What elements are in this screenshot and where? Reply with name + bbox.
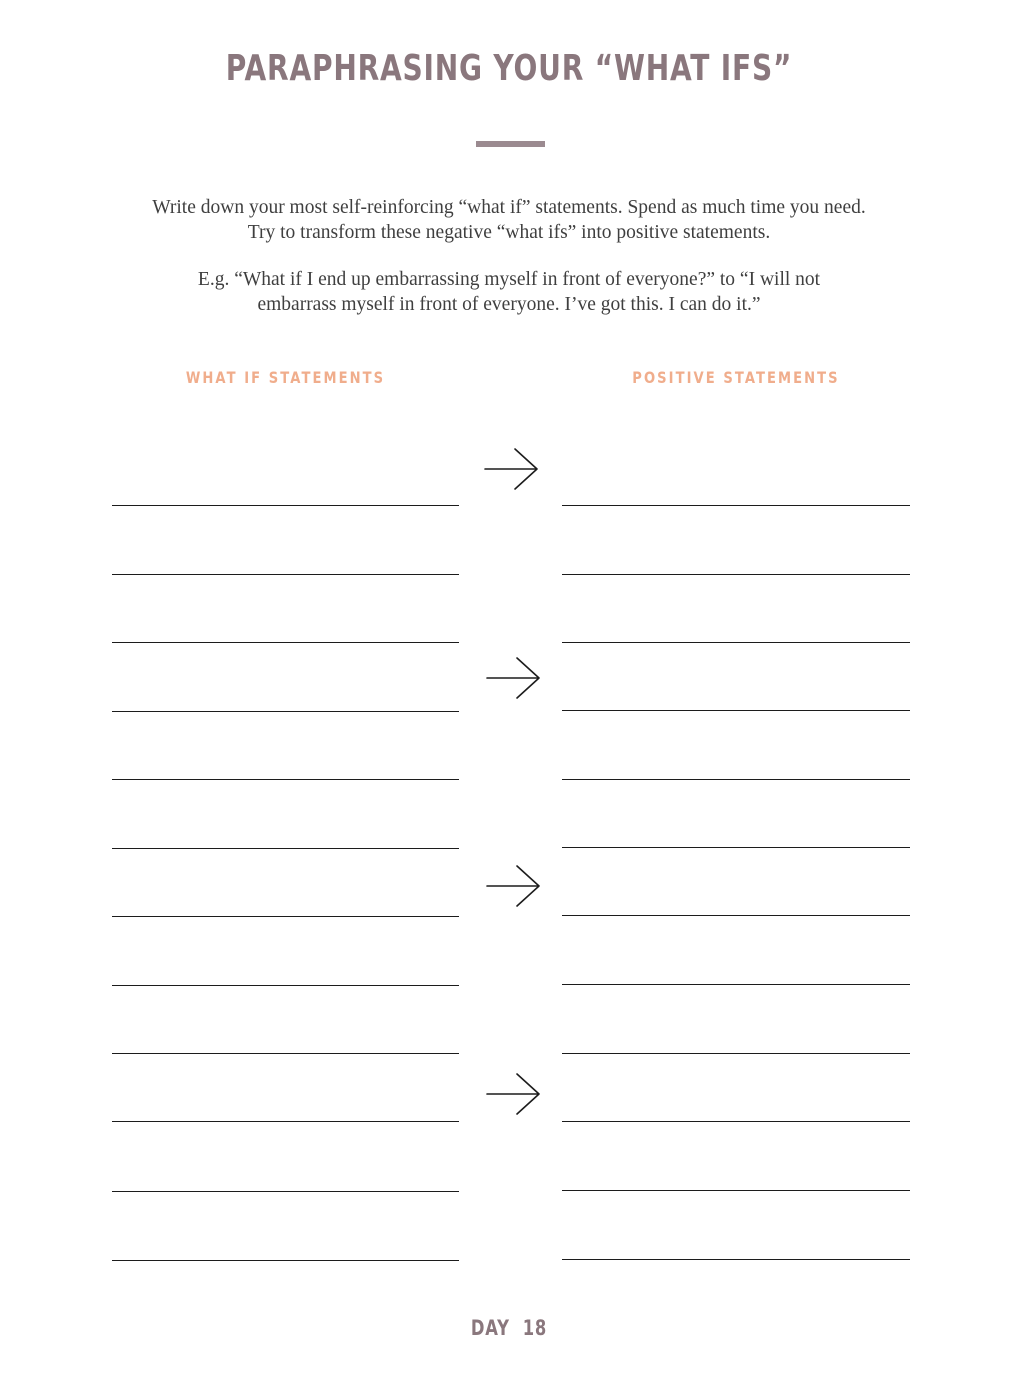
positive-column-heading: POSITIVE STATEMENTS [632,368,840,387]
what-if-column-heading: WHAT IF STATEMENTS [185,368,386,387]
what-if-writing-line[interactable] [112,1053,459,1054]
what-if-writing-line[interactable] [112,505,459,506]
positive-writing-line[interactable] [562,710,910,711]
what-if-writing-line[interactable] [112,711,459,712]
positive-writing-line[interactable] [562,915,910,916]
instructions-line-1: Write down your most self-reinforcing “what if” statements. Spend as much time you need. [152,197,866,218]
title-divider [476,141,545,147]
arrow-right-icon [485,1072,543,1116]
what-if-writing-line[interactable] [112,985,459,986]
what-if-writing-line[interactable] [112,1260,459,1261]
what-if-writing-line[interactable] [112,916,459,917]
what-if-writing-line[interactable] [112,848,459,849]
positive-writing-line[interactable] [562,1053,910,1054]
positive-writing-line[interactable] [562,1259,910,1260]
example-paragraph [100,268,918,317]
positive-writing-line[interactable] [562,1190,910,1191]
instructions-line-2: Try to transform these negative “what ifs” into positive statements. [247,221,771,243]
positive-writing-line[interactable] [562,642,910,643]
what-if-writing-line[interactable] [112,642,459,643]
page-title: PARAPHRASING YOUR “WHAT IFS” [225,48,793,89]
arrow-right-icon [483,447,541,491]
positive-writing-line[interactable] [562,984,910,985]
instructions-paragraph [100,196,918,245]
positive-writing-line[interactable] [562,574,910,575]
example-line-2: embarrass myself in front of everyone. I’ve got this. I can do it.” [257,293,761,315]
day-label: DAY 18 [470,1316,548,1340]
what-if-writing-line[interactable] [112,1121,459,1122]
what-if-writing-line[interactable] [112,574,459,575]
positive-writing-line[interactable] [562,505,910,506]
what-if-writing-line[interactable] [112,1191,459,1192]
example-line-1: E.g. “What if I end up embarrassing myself in front of everyone?” to “I will not [197,269,821,290]
what-if-writing-line[interactable] [112,779,459,780]
positive-writing-line[interactable] [562,779,910,780]
arrow-right-icon [485,656,543,700]
positive-writing-line[interactable] [562,847,910,848]
positive-writing-line[interactable] [562,1121,910,1122]
arrow-right-icon [485,864,543,908]
